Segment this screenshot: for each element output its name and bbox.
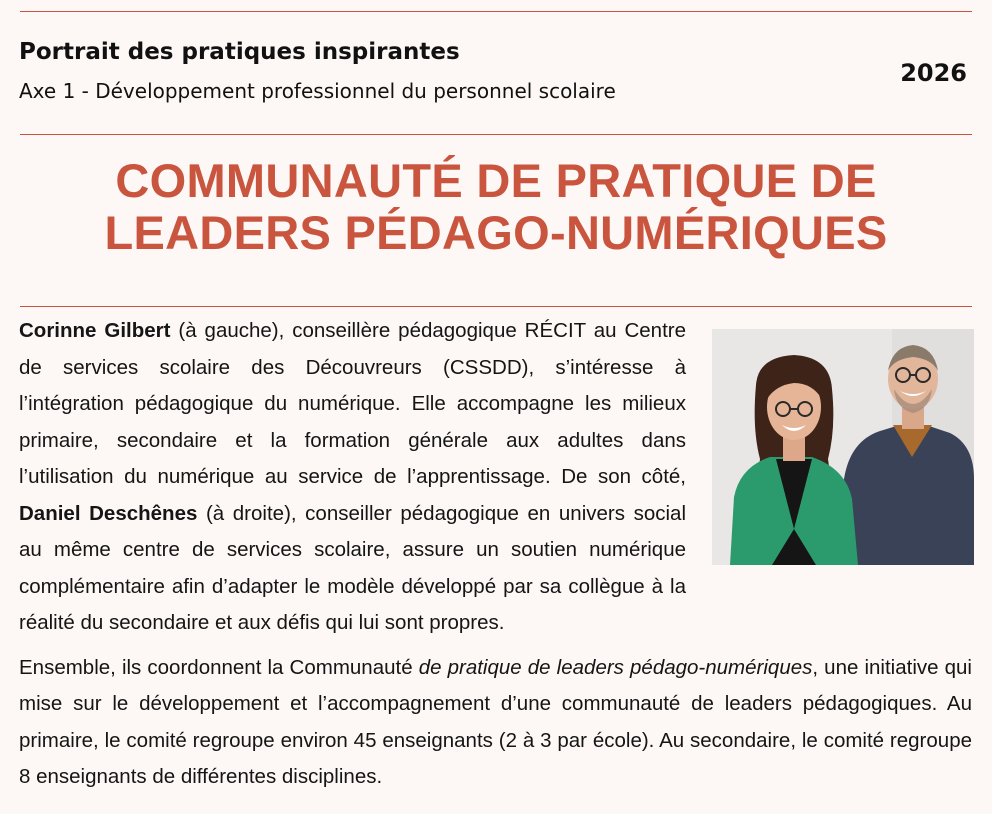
header-subtitle: Axe 1 - Développement professionnel du personnel scolaire [19, 79, 616, 103]
paragraph-community-text-2: , une initiative qui mise sur le développement et l’accompagnement d’une communauté de leaders pédagogiques. Au primaire, le comité regroupe environ 45 enseignants (2 à 3 par école). Au secondaire, le comité regroupe 8 enseignants de différentes disciplines. [19, 655, 972, 788]
paragraph-intro-text-1: (à gauche), conseillère pédagogique RÉCIT au Centre de services scolaire des Découvreurs (CSSDD), s’intéresse à l’intégration pédagogique du numérique. Elle accompagne les milieux primaire, secondaire et la formation générale aux adultes dans l’utilisation du numérique au service de l’apprentissage. De son côté, [19, 319, 686, 488]
header-year: 2026 [900, 59, 967, 87]
paragraph-community [19, 650, 972, 796]
page-title [20, 155, 972, 259]
portrait-photo [712, 329, 974, 565]
name-corinne-gilbert: Corinne Gilbert [19, 319, 171, 342]
paragraph-intro-text-2: (à droite), conseiller pédagogique en univers social au même centre de services scolaire, assure un soutien numérique complémentaire afin d’adapter le modèle développé par sa collègue à la réalité du secondaire et aux défis qui lui sont propres. [19, 501, 686, 634]
header-title: Portrait des pratiques inspirantes [19, 39, 460, 65]
top-divider [20, 11, 972, 12]
title-line-2: LEADERS PÉDAGO-NUMÉRIQUES [104, 206, 888, 259]
community-name-italic: de pratique de leaders pédago-numériques [418, 655, 813, 679]
article-body [19, 313, 972, 796]
header-divider [20, 134, 972, 135]
name-daniel-deschenes: Daniel Deschênes [19, 501, 198, 525]
title-divider [20, 306, 972, 307]
title-line-1: COMMUNAUTÉ DE PRATIQUE DE [115, 154, 877, 207]
portrait-illustration [712, 329, 974, 565]
paragraph-community-text-1: Ensemble, ils coordonnent la Communauté [19, 655, 419, 679]
